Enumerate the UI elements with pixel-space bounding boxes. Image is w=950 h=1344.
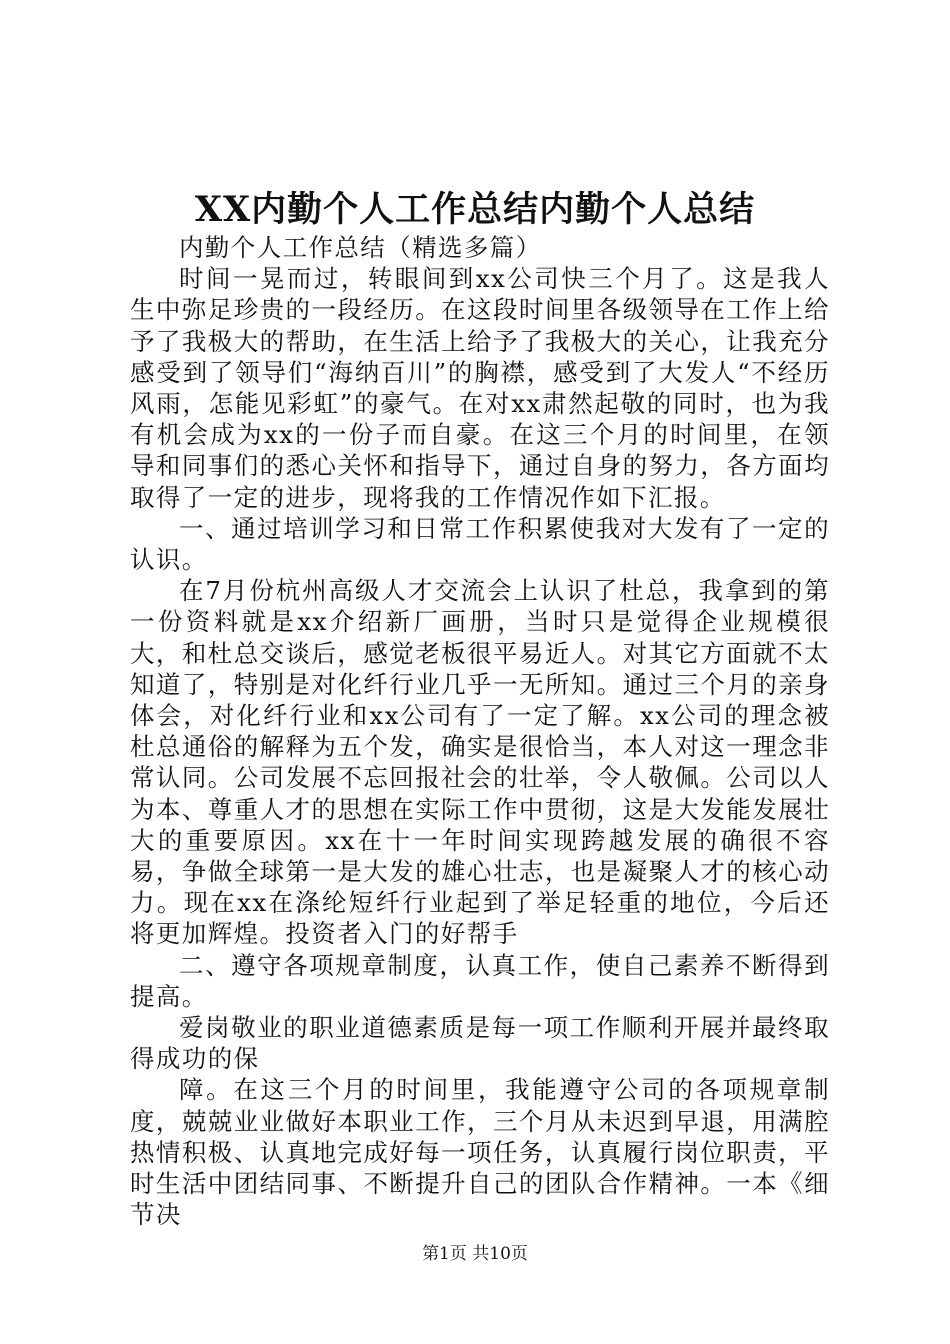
paragraph-intro: 时间一晃而过，转眼间到xx公司快三个月了。这是我人生中弥足珍贵的一段经历。在这段时间里各级领导在工作上给予了我极大的帮助，在生活上给予了我极大的关心，让我充分感受到了领导们“海纳百川”的胸襟，感受到了大发人“不经历风雨，怎能见彩虹”的豪气。在对xx肃然起敬的同时，也为我有机会成为xx的一份子而自豪。在这三个月的时间里，在领导和同事们的悉心关怀和指导下，通过自身的努力，各方面均取得了一定的进步，现将我的工作情况作如下汇报。	[130, 264, 830, 512]
paragraph-section-1: 在7月份杭州高级人才交流会上认识了杜总，我拿到的第一份资料就是xx介绍新厂画册，当时只是觉得企业规模很大，和杜总交谈后，感觉老板很平易近人。对其它方面就不太知道了，特别是对化纤行业几乎一无所知。通过三个月的亲身体会，对化纤行业和xx公司有了一定了解。xx公司的理念被杜总通俗的解释为五个发，确实是很恰当，本人对这一理念非常认同。公司发展不忘回报社会的壮举，令人敬佩。公司以人为本、尊重人才的思想在实际工作中贯彻，这是大发能发展壮大的重要原因。xx在十一年时间实现跨越发展的确很不容易，争做全球第一是大发的雄心壮志，也是凝聚人才的核心动力。现在xx在涤纶短纤行业起到了举足轻重的地位，今后还将更加辉煌。投资者入门的好帮手	[130, 576, 830, 949]
paragraph-section-2-b: 障。在这三个月的时间里，我能遵守公司的各项规章制度，兢兢业业做好本职业工作，三个月从未迟到早退，用满腔热情积极、认真地完成好每一项任务，认真履行岗位职责，平时生活中团结同事、不断提升自己的团队合作精神。一本《细节决	[130, 1075, 830, 1230]
section-heading-2: 二、遵守各项规章制度，认真工作，使自己素养不断得到提高。	[130, 950, 830, 1011]
section-heading-1: 一、通过培训学习和日常工作积累使我对大发有了一定的认识。	[130, 513, 830, 575]
document-body	[130, 232, 830, 1231]
paragraph-section-2-a: 爱岗敬业的职业道德素质是每一项工作顺利开展并最终取得成功的保	[130, 1013, 830, 1074]
page-footer: 第1页 共10页	[422, 1244, 528, 1264]
paragraph-subtitle: 内勤个人工作总结（精选多篇）	[179, 233, 542, 262]
document-title: XX内勤个人工作总结内勤个人总结	[194, 189, 756, 230]
